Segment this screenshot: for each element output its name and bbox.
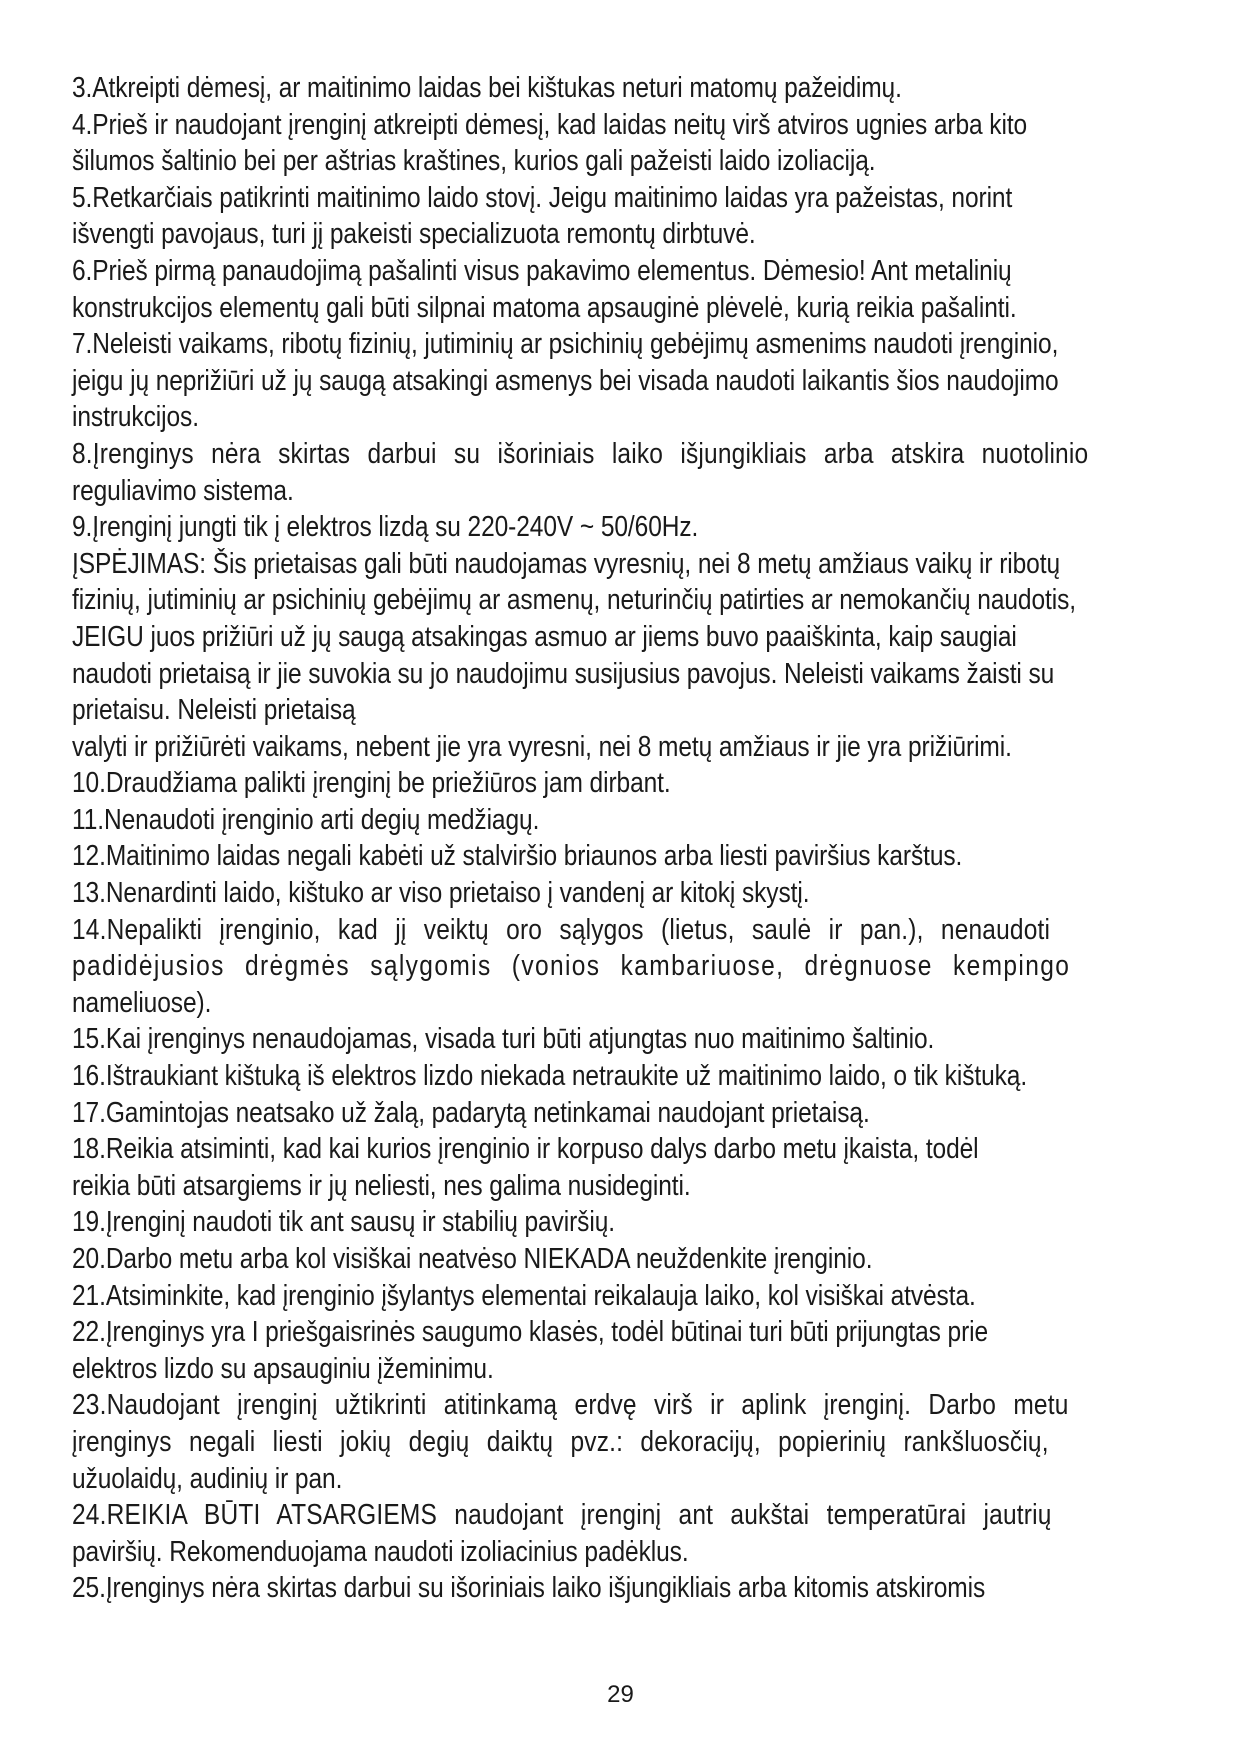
text-line: 21.Atsiminkite, kad įrenginio įšylantys elementai reikalauja laiko, kol visiškai atvėsta. [72, 1279, 976, 1312]
text-line: 22.Įrenginys yra I priešgaisrinės saugumo klasės, todėl būtinai turi būti prijungtas prie [72, 1316, 989, 1349]
text-line: 24.REIKIA BŪTI ATSARGIEMS naudojant įrenginį ant aukštai temperatūrai jautrių [72, 1499, 1052, 1532]
text-line: šilumos šaltinio bei per aštrias kraštines, kurios gali pažeisti laido izoliaciją. [72, 145, 876, 178]
text-line: 25.Įrenginys nėra skirtas darbui su išoriniais laiko išjungikliais arba kitomis atskiromis [72, 1572, 986, 1605]
text-line: užuolaidų, audinių ir pan. [72, 1462, 343, 1495]
text-line: naudoti prietaisą ir jie suvokia su jo naudojimu susijusius pavojus. Neleisti vaikams žaisti su [72, 657, 1055, 690]
text-line: 14.Nepalikti įrenginio, kad jį veiktų oro sąlygos (lietus, saulė ir pan.), nenaudoti [72, 913, 1051, 946]
text-line: 6.Prieš pirmą panaudojimą pašalinti visus pakavimo elementus. Dėmesio! Ant metalinių [72, 254, 1012, 287]
text-line: elektros lizdo su apsauginiu įžeminimu. [72, 1352, 494, 1385]
document-body [72, 70, 1184, 1607]
text-line: konstrukcijos elementų gali būti silpnai matoma apsauginė plėvelė, kurią reikia pašalinti. [72, 291, 1017, 324]
text-line: nameliuose). [72, 986, 212, 1019]
text-line: jeigu jų neprižiūri už jų saugą atsakingi asmenys bei visada naudoti laikantis šios naudojimo [72, 364, 1059, 397]
text-line: 5.Retkarčiais patikrinti maitinimo laido stovį. Jeigu maitinimo laidas yra pažeistas, norint [72, 181, 1013, 214]
text-line: paviršių. Rekomenduojama naudoti izoliacinius padėklus. [72, 1535, 689, 1568]
text-line: ĮSPĖJIMAS: Šis prietaisas gali būti naudojamas vyresnių, nei 8 metų amžiaus vaikų ir ribotų [72, 547, 1061, 580]
text-line: 10.Draudžiama palikti įrenginį be priežiūros jam dirbant. [72, 767, 671, 800]
text-line: 11.Nenaudoti įrenginio arti degių medžiagų. [72, 803, 540, 836]
text-line: 20.Darbo metu arba kol visiškai neatvėso NIEKADA neuždenkite įrenginio. [72, 1243, 873, 1275]
text-line: 23.Naudojant įrenginį užtikrinti atitinkamą erdvę virš ir aplink įrenginį. Darbo metu [72, 1389, 1069, 1422]
text-line: įrenginys negali liesti jokių degių daiktų pvz.: dekoracijų, popierinių rankšluosčių, [72, 1425, 1049, 1458]
text-line: reikia būti atsargiems ir jų neliesti, nes galima nusideginti. [72, 1169, 691, 1202]
text-line: 13.Nenardinti laido, kištuko ar viso prietaiso į vandenį ar kitokį skystį. [72, 877, 810, 910]
text-line: 18.Reikia atsiminti, kad kai kurios įrenginio ir korpuso dalys darbo metu įkaista, todėl [72, 1133, 979, 1166]
text-line: 3.Atkreipti dėmesį, ar maitinimo laidas bei kištukas neturi matomų pažeidimų. [72, 72, 902, 104]
text-line: 8.Įrenginys nėra skirtas darbui su išoriniais laiko išjungikliais arba atskira nuotolinio [72, 437, 1089, 470]
text-line: išvengti pavojaus, turi jį pakeisti specializuota remontų dirbtuvė. [72, 218, 756, 251]
text-line: valyti ir prižiūrėti vaikams, nebent jie yra vyresni, nei 8 metų amžiaus ir jie yra prižiūrimi. [72, 730, 1012, 763]
text-line: 9.Įrenginį jungti tik į elektros lizdą su 220-240V ~ 50/60Hz. [72, 511, 699, 544]
text-line: 4.Prieš ir naudojant įrenginį atkreipti dėmesį, kad laidas neitų virš atviros ugnies arba kito [72, 108, 1028, 141]
text-line: 16.Ištraukiant kištuką iš elektros lizdo niekada netraukite už maitinimo laido, o tik kištuką. [72, 1060, 1028, 1093]
text-line: 12.Maitinimo laidas negali kabėti už stalviršio briaunos arba liesti paviršius karštus. [72, 840, 963, 873]
text-line: reguliavimo sistema. [72, 474, 294, 507]
text-line: 17.Gamintojas neatsako už žalą, padarytą netinkamai naudojant prietaisą. [72, 1096, 870, 1129]
text-line: 19.Įrenginį naudoti tik ant sausų ir stabilių paviršių. [72, 1206, 615, 1239]
text-line: 15.Kai įrenginys nenaudojamas, visada turi būti atjungtas nuo maitinimo šaltinio. [72, 1023, 935, 1056]
text-line: prietaisu. Neleisti prietaisą [72, 694, 356, 727]
text-line: 7.Neleisti vaikams, ribotų fizinių, jutiminių ar psichinių gebėjimų asmenims naudoti įrenginio, [72, 328, 1059, 361]
text-line: instrukcijos. [72, 401, 199, 434]
text-line: padidėjusios drėgmės sąlygomis (vonios kambariuose, drėgnuose kempingo [72, 950, 1071, 983]
text-line: JEIGU juos prižiūri už jų saugą atsakingas asmuo ar jiems buvo paaiškinta, kaip saugiai [72, 620, 1017, 653]
page-number: 29 [607, 1681, 634, 1708]
text-line: fizinių, jutiminių ar psichinių gebėjimų ar asmenų, neturinčių patirties ar nemokančių naudotis, [72, 584, 1076, 617]
